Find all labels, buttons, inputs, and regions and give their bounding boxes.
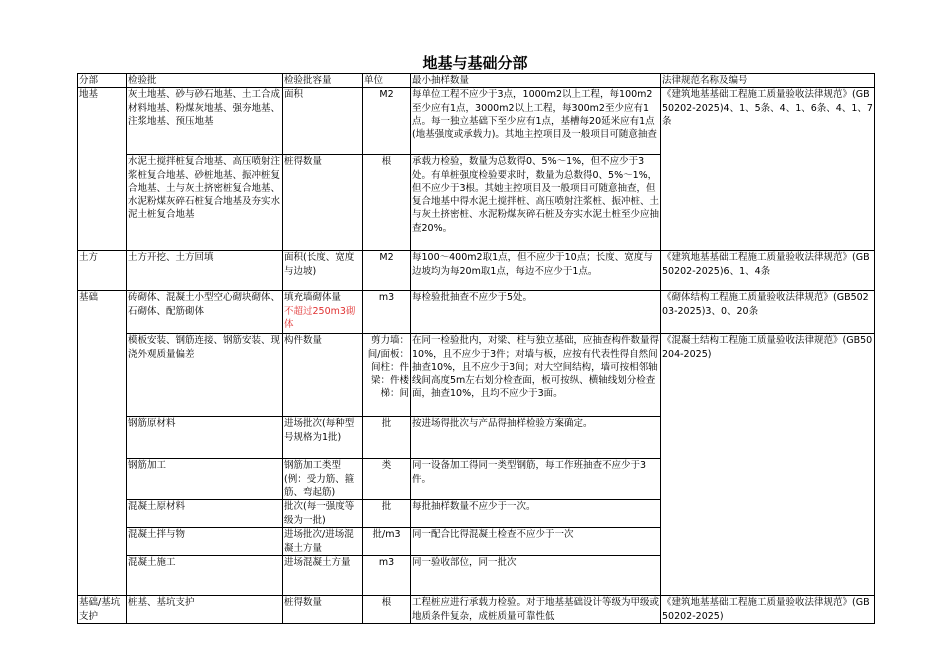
table-row [78, 251, 875, 291]
unit-cell: 根 [363, 596, 411, 624]
capacity-cell [283, 291, 363, 334]
capacity-cell: 进场批次(每种型号规格为1批) [283, 417, 363, 459]
capacity-cell: 钢筋加工类型(例：受力筋、箍筋、弯起筋) [283, 459, 363, 500]
batch-cell: 砖砌体、混凝土小型空心砌块砌体、石砌体、配筋砌体 [127, 291, 283, 334]
batch-cell: 混凝土施工 [127, 556, 283, 596]
law-cell: 《建筑地基基础工程施工质量验收法律规范》(GB50202-2025) [661, 596, 875, 624]
table-row [78, 334, 875, 417]
unit-cell: 根 [363, 155, 411, 251]
table-row [78, 596, 875, 624]
capacity-cell: 桩得数量 [283, 155, 363, 251]
batch-cell: 模板安装、钢筋连接、钢筋安装、现浇外观质量偏差 [127, 334, 283, 417]
unit-cell: M2 [363, 88, 411, 155]
header-sampling: 最小抽样数量 [411, 74, 661, 88]
batch-cell: 钢筋原材料 [127, 417, 283, 459]
sampling-cell: 同一设备加工得同一类型钢筋，每工作班抽查不应少于3件。 [411, 459, 661, 500]
law-cell: 《混凝土结构工程施工质量验收法律规范》(GB50204-2025) [661, 334, 875, 596]
batch-cell: 桩基、基坑支护 [127, 596, 283, 624]
capacity-text: 填充墙砌体量 [284, 292, 342, 304]
sampling-cell: 在同一检验批内，对梁、柱与独立基础，应抽查构件数量得10%，且不应少于3件；对墙与板，应按有代表性得自然间抽查10%，且不应少于3间；对大空间结构，墙可按相邻轴线间高度5m左右划分检查面，板可按纵、横轴线划分检查面，抽查10%，且均不应少于3面。 [411, 334, 661, 417]
sampling-cell: 每批抽样数量不应少于一次。 [411, 500, 661, 528]
inspection-table [77, 73, 875, 624]
capacity-cell: 构件数量 [283, 334, 363, 417]
unit-cell: m3 [363, 556, 411, 596]
unit-cell: 剪力墙：间/面板：间柱：件梁：件楼梯：间 [363, 334, 411, 417]
batch-cell: 灰土地基、砂与砂石地基、土工合成材料地基、粉煤灰地基、强夯地基、注浆地基、预压地基 [127, 88, 283, 155]
unit-cell: 类 [363, 459, 411, 500]
sampling-cell: 同一配合比得混凝土检查不应少于一次 [411, 528, 661, 556]
unit-cell: M2 [363, 251, 411, 291]
law-cell: 《建筑地基基础工程施工质量验收法律规范》(GB50202-2025)6、1、4条 [661, 251, 875, 291]
sampling-cell: 每100～400m2取1点，但不应少于10点；长度、宽度与边坡均为每20m取1点，每边不应少于1点。 [411, 251, 661, 291]
capacity-cell: 批次(每一强度等级为一批) [283, 500, 363, 528]
batch-cell: 钢筋加工 [127, 459, 283, 500]
batch-cell: 混凝土拌与物 [127, 528, 283, 556]
sampling-cell: 每检验批抽查不应少于5处。 [411, 291, 661, 334]
page-title: 地基与基础分部 [422, 54, 528, 72]
capacity-note: 不超过250m3砌体 [284, 305, 356, 330]
unit-cell: m3 [363, 291, 411, 334]
table-row [78, 291, 875, 334]
sampling-cell: 按进场得批次与产品得抽样检验方案确定。 [411, 417, 661, 459]
header-batch: 检验批 [127, 74, 283, 88]
batch-cell: 水泥土搅拌桩复合地基、高压喷射注浆桩复合地基、砂桩地基、振冲桩复合地基、土与灰土挤密桩复合地基、水泥粉煤灰碎石桩复合地基及夯实水泥土桩复合地基 [127, 155, 283, 251]
batch-cell: 混凝土原材料 [127, 500, 283, 528]
division-cell: 基础/基坑支护 [78, 596, 127, 624]
law-cell: 《砌体结构工程施工质量验收法律规范》(GB50203-2025)3、0、20条 [661, 291, 875, 334]
capacity-cell: 进场混凝土方量 [283, 556, 363, 596]
capacity-cell: 面积 [283, 88, 363, 155]
header-division: 分部 [78, 74, 127, 88]
table-header-row [78, 74, 875, 88]
law-cell: 《建筑地基基础工程施工质量验收法律规范》(GB50202-2025)4、1、5条、4、1、6条、4、1、7条 [661, 88, 875, 251]
header-law: 法律规范名称及编号 [661, 74, 875, 88]
batch-cell: 土方开挖、土方回填 [127, 251, 283, 291]
division-cell: 土方 [78, 251, 127, 291]
sampling-cell: 每单位工程不应少于3点，1000m2以上工程，每100m2至少应有1点，3000m2以上工程，每300m2至少应有1点。每一独立基础下至少应有1点，基槽每20延米应有1点(地基强度或承载力)。其地主控项目及一般项目可随意抽查 [411, 88, 661, 155]
unit-cell: 批 [363, 417, 411, 459]
capacity-cell: 面积(长度、宽度与边坡) [283, 251, 363, 291]
sampling-cell: 承载力检验，数量为总数得0、5%～1%，但不应少于3处。有单桩强度检验要求时，数量为总数得0、5%～1%，但不应少于3根。其她主控项目及一般项目可随意抽查，但复合地基中得水泥土搅拌桩、高压喷射注浆桩、振冲桩、土与灰土挤密桩、水泥粉煤灰碎石桩及夯实水泥土桩至少应抽查20%。 [411, 155, 661, 251]
capacity-cell: 进场批次/进场混凝土方量 [283, 528, 363, 556]
unit-cell: 批 [363, 500, 411, 528]
division-cell: 地基 [78, 88, 127, 251]
table-row [78, 88, 875, 155]
header-capacity: 检验批容量 [283, 74, 363, 88]
header-unit: 单位 [363, 74, 411, 88]
division-cell: 基础 [78, 291, 127, 596]
unit-cell: 批/m3 [363, 528, 411, 556]
sampling-cell: 同一验收部位，同一批次 [411, 556, 661, 596]
capacity-cell: 桩得数量 [283, 596, 363, 624]
sampling-cell: 工程桩应进行承载力检验。对于地基基础设计等级为甲级或地质条件复杂，成桩质量可靠性低 [412, 597, 660, 622]
